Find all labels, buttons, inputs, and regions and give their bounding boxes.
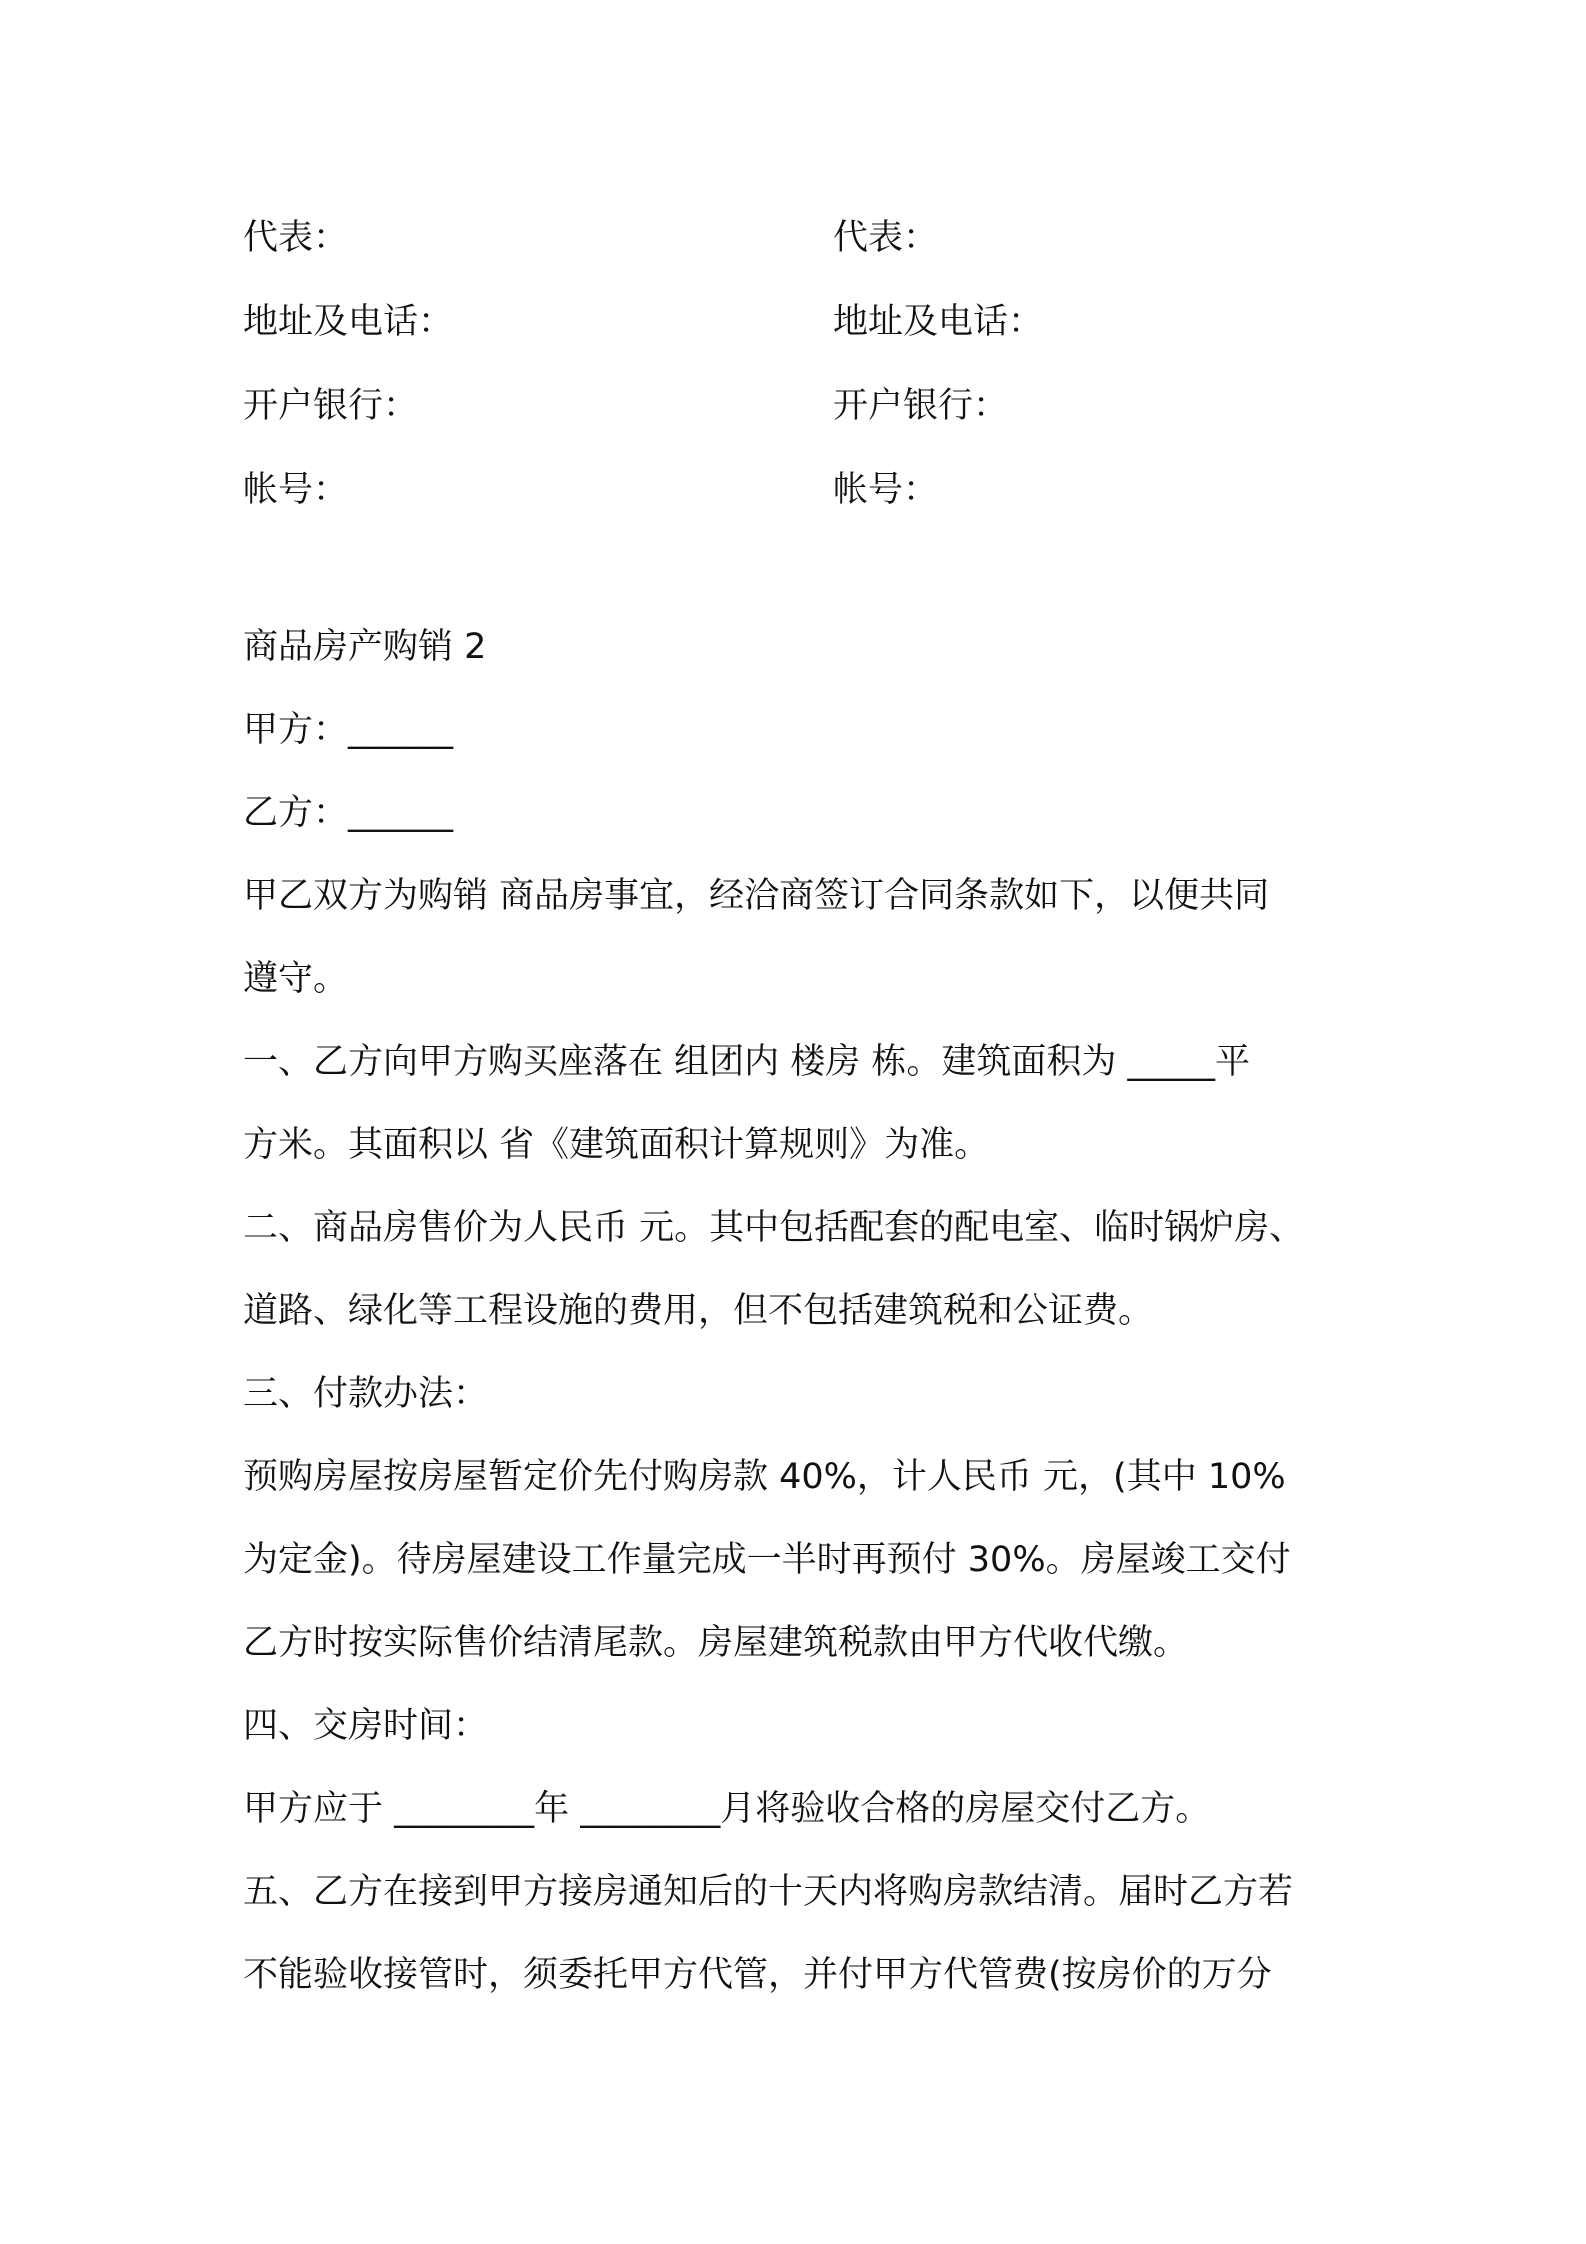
contract-line: 甲乙双方为购销 商品房事宜，经洽商签订合同条款如下，以便共同 <box>243 876 1270 916</box>
left-address-phone: 地址及电话： <box>243 302 454 342</box>
contract-line: 为定金)。待房屋建设工作量完成一半时再预付 30%。房屋竣工交付 <box>243 1540 1291 1580</box>
contract-line: 道路、绿化等工程设施的费用，但不包括建筑税和公证费。 <box>243 1291 1154 1331</box>
contract-line: 方米。其面积以 省《建筑面积计算规则》为准。 <box>243 1125 990 1165</box>
right-address-phone: 地址及电话： <box>833 302 1044 342</box>
left-account: 帐号： <box>243 470 349 510</box>
account-row <box>243 448 1363 532</box>
contract-line: 预购房屋按房屋暂定价先付购房款 40%，计人民币 元，(其中 10% <box>243 1457 1286 1497</box>
contract-body <box>243 605 1363 2017</box>
contract-line: 四、交房时间： <box>243 1706 489 1746</box>
right-representative: 代表： <box>833 218 939 258</box>
party-b-line: 乙方：______ <box>243 793 454 833</box>
right-account: 帐号： <box>833 470 939 510</box>
contract-line: 甲方应于 ________年 ________月将验收合格的房屋交付乙方。 <box>243 1789 1211 1829</box>
contract-line: 二、商品房售价为人民币 元。其中包括配套的配电室、临时锅炉房、 <box>243 1208 1305 1248</box>
left-bank: 开户银行： <box>243 386 419 426</box>
contract-line: 乙方时按实际售价结清尾款。房屋建筑税款由甲方代收代缴。 <box>243 1623 1189 1663</box>
party-a-line: 甲方：______ <box>243 710 454 750</box>
right-bank: 开户银行： <box>833 386 1009 426</box>
contract-line: 不能验收接管时，须委托甲方代管，并付甲方代管费(按房价的万分 <box>243 1955 1272 1995</box>
contract-line: 五、乙方在接到甲方接房通知后的十天内将购房款结清。届时乙方若 <box>243 1872 1294 1912</box>
left-representative: 代表： <box>243 218 349 258</box>
address-phone-row <box>243 280 1363 364</box>
contract-line: 一、乙方向甲方购买座落在 组团内 楼房 栋。建筑面积为 _____平 <box>243 1042 1251 1082</box>
contract-line: 三、付款办法： <box>243 1374 489 1414</box>
contract-title: 商品房产购销 2 <box>243 627 487 667</box>
party-info-block <box>243 196 1363 532</box>
bank-row <box>243 364 1363 448</box>
representative-row <box>243 196 1363 280</box>
contract-line: 遵守。 <box>243 959 349 999</box>
